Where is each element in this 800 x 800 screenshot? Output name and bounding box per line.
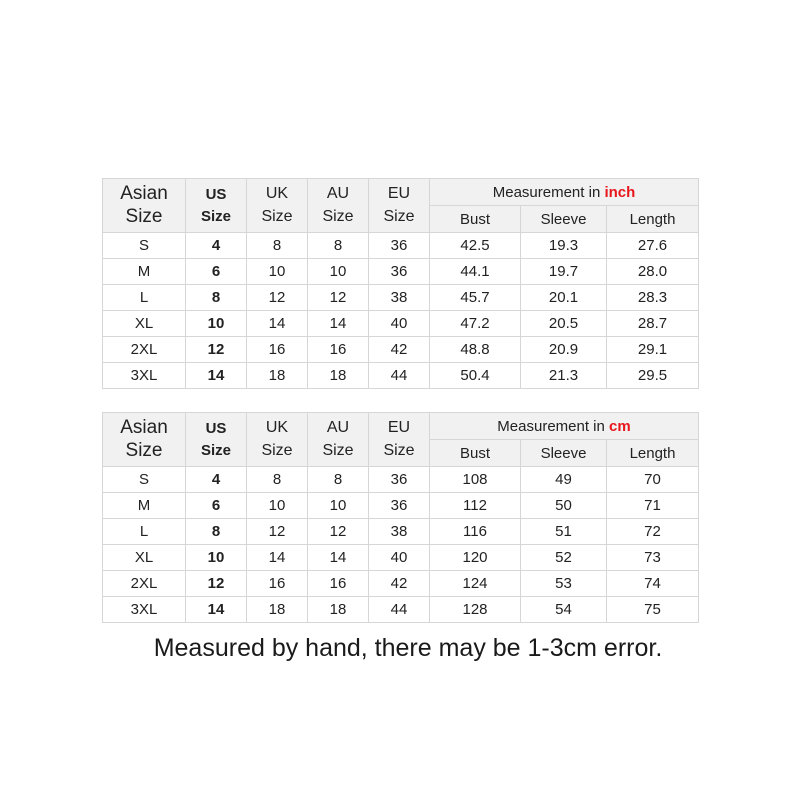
us-size-cell: 14 (186, 597, 247, 623)
header-row (103, 413, 699, 440)
asian-size-cell: 3XL (103, 363, 186, 389)
length-cell: 27.6 (607, 233, 699, 259)
table-row (103, 493, 699, 519)
length-cell: 74 (607, 571, 699, 597)
bust-cell: 48.8 (430, 337, 521, 363)
uk-size-cell: 16 (247, 571, 308, 597)
eu-size-cell: 42 (369, 337, 430, 363)
asian-size-cell: XL (103, 311, 186, 337)
au-size-cell: 18 (308, 363, 369, 389)
bust-cell: 44.1 (430, 259, 521, 285)
measurement-note: Measured by hand, there may be 1-3cm error. (153, 634, 663, 662)
size-table-cm (102, 412, 699, 623)
uk-size-cell: 12 (247, 519, 308, 545)
us-size-header: US Size (186, 413, 247, 467)
sleeve-cell: 19.7 (521, 259, 607, 285)
length-cell: 28.7 (607, 311, 699, 337)
asian-size-cell: XL (103, 545, 186, 571)
sleeve-cell: 19.3 (521, 233, 607, 259)
sleeve-cell: 20.5 (521, 311, 607, 337)
bust-cell: 112 (430, 493, 521, 519)
au-size-cell: 16 (308, 571, 369, 597)
uk-size-cell: 16 (247, 337, 308, 363)
uk-size-cell: 14 (247, 545, 308, 571)
au-size-cell: 12 (308, 519, 369, 545)
unit-label: cm (609, 417, 631, 435)
bust-cell: 47.2 (430, 311, 521, 337)
sleeve-cell: 49 (521, 467, 607, 493)
uk-size-header: UK Size (247, 413, 308, 467)
us-size-cell: 4 (186, 467, 247, 493)
eu-size-cell: 38 (369, 519, 430, 545)
uk-size-cell: 10 (247, 493, 308, 519)
eu-size-cell: 36 (369, 493, 430, 519)
us-size-cell: 10 (186, 311, 247, 337)
measurement-header: Measurement in inch (430, 179, 699, 206)
us-size-cell: 14 (186, 363, 247, 389)
table-row (103, 545, 699, 571)
au-size-header: AU Size (308, 413, 369, 467)
au-size-cell: 8 (308, 233, 369, 259)
eu-size-cell: 42 (369, 571, 430, 597)
eu-size-header: EU Size (369, 413, 430, 467)
size-table-inch (102, 178, 699, 389)
table-row (103, 363, 699, 389)
us-size-cell: 12 (186, 337, 247, 363)
uk-size-cell: 12 (247, 285, 308, 311)
length-cell: 73 (607, 545, 699, 571)
sleeve-cell: 52 (521, 545, 607, 571)
uk-size-cell: 10 (247, 259, 308, 285)
sleeve-cell: 50 (521, 493, 607, 519)
table-row (103, 597, 699, 623)
bust-cell: 42.5 (430, 233, 521, 259)
us-size-cell: 8 (186, 285, 247, 311)
asian-size-header: Asian Size (103, 413, 186, 467)
table-row (103, 467, 699, 493)
bust-header: Bust (430, 206, 521, 233)
us-size-cell: 12 (186, 571, 247, 597)
sleeve-header: Sleeve (521, 206, 607, 233)
bust-cell: 120 (430, 545, 521, 571)
uk-size-cell: 18 (247, 363, 308, 389)
length-cell: 71 (607, 493, 699, 519)
bust-cell: 45.7 (430, 285, 521, 311)
uk-size-cell: 8 (247, 233, 308, 259)
eu-size-cell: 40 (369, 545, 430, 571)
length-cell: 28.0 (607, 259, 699, 285)
au-size-cell: 10 (308, 493, 369, 519)
length-cell: 70 (607, 467, 699, 493)
bust-cell: 116 (430, 519, 521, 545)
table-body (103, 467, 699, 623)
asian-size-header: Asian Size (103, 179, 186, 233)
us-size-cell: 6 (186, 259, 247, 285)
measurement-header: Measurement in cm (430, 413, 699, 440)
asian-size-cell: L (103, 285, 186, 311)
au-size-cell: 18 (308, 597, 369, 623)
table-row (103, 519, 699, 545)
table-row (103, 233, 699, 259)
eu-size-cell: 44 (369, 363, 430, 389)
us-size-cell: 8 (186, 519, 247, 545)
asian-size-cell: 2XL (103, 571, 186, 597)
eu-size-cell: 36 (369, 467, 430, 493)
au-size-cell: 14 (308, 311, 369, 337)
length-header: Length (607, 206, 699, 233)
length-cell: 75 (607, 597, 699, 623)
table-row (103, 285, 699, 311)
eu-size-header: EU Size (369, 179, 430, 233)
au-size-cell: 16 (308, 337, 369, 363)
uk-size-header: UK Size (247, 179, 308, 233)
us-size-cell: 10 (186, 545, 247, 571)
bust-cell: 124 (430, 571, 521, 597)
bust-cell: 50.4 (430, 363, 521, 389)
eu-size-cell: 38 (369, 285, 430, 311)
sleeve-header: Sleeve (521, 440, 607, 467)
au-size-cell: 10 (308, 259, 369, 285)
sleeve-cell: 53 (521, 571, 607, 597)
length-header: Length (607, 440, 699, 467)
us-size-cell: 6 (186, 493, 247, 519)
eu-size-cell: 40 (369, 311, 430, 337)
asian-size-cell: M (103, 259, 186, 285)
asian-size-cell: S (103, 467, 186, 493)
eu-size-cell: 44 (369, 597, 430, 623)
sleeve-cell: 51 (521, 519, 607, 545)
unit-label: inch (604, 183, 636, 201)
length-cell: 28.3 (607, 285, 699, 311)
bust-cell: 128 (430, 597, 521, 623)
au-size-cell: 12 (308, 285, 369, 311)
asian-size-cell: 3XL (103, 597, 186, 623)
uk-size-cell: 14 (247, 311, 308, 337)
sleeve-cell: 20.9 (521, 337, 607, 363)
bust-cell: 108 (430, 467, 521, 493)
uk-size-cell: 8 (247, 467, 308, 493)
length-cell: 29.5 (607, 363, 699, 389)
sleeve-cell: 20.1 (521, 285, 607, 311)
au-size-header: AU Size (308, 179, 369, 233)
length-cell: 29.1 (607, 337, 699, 363)
eu-size-cell: 36 (369, 233, 430, 259)
table-row (103, 571, 699, 597)
eu-size-cell: 36 (369, 259, 430, 285)
sleeve-cell: 21.3 (521, 363, 607, 389)
length-cell: 72 (607, 519, 699, 545)
au-size-cell: 8 (308, 467, 369, 493)
asian-size-cell: 2XL (103, 337, 186, 363)
asian-size-cell: S (103, 233, 186, 259)
asian-size-cell: M (103, 493, 186, 519)
au-size-cell: 14 (308, 545, 369, 571)
table-body (103, 233, 699, 389)
table-row (103, 259, 699, 285)
header-row (103, 179, 699, 206)
sleeve-cell: 54 (521, 597, 607, 623)
bust-header: Bust (430, 440, 521, 467)
table-row (103, 337, 699, 363)
us-size-header: US Size (186, 179, 247, 233)
uk-size-cell: 18 (247, 597, 308, 623)
table-row (103, 311, 699, 337)
asian-size-cell: L (103, 519, 186, 545)
us-size-cell: 4 (186, 233, 247, 259)
